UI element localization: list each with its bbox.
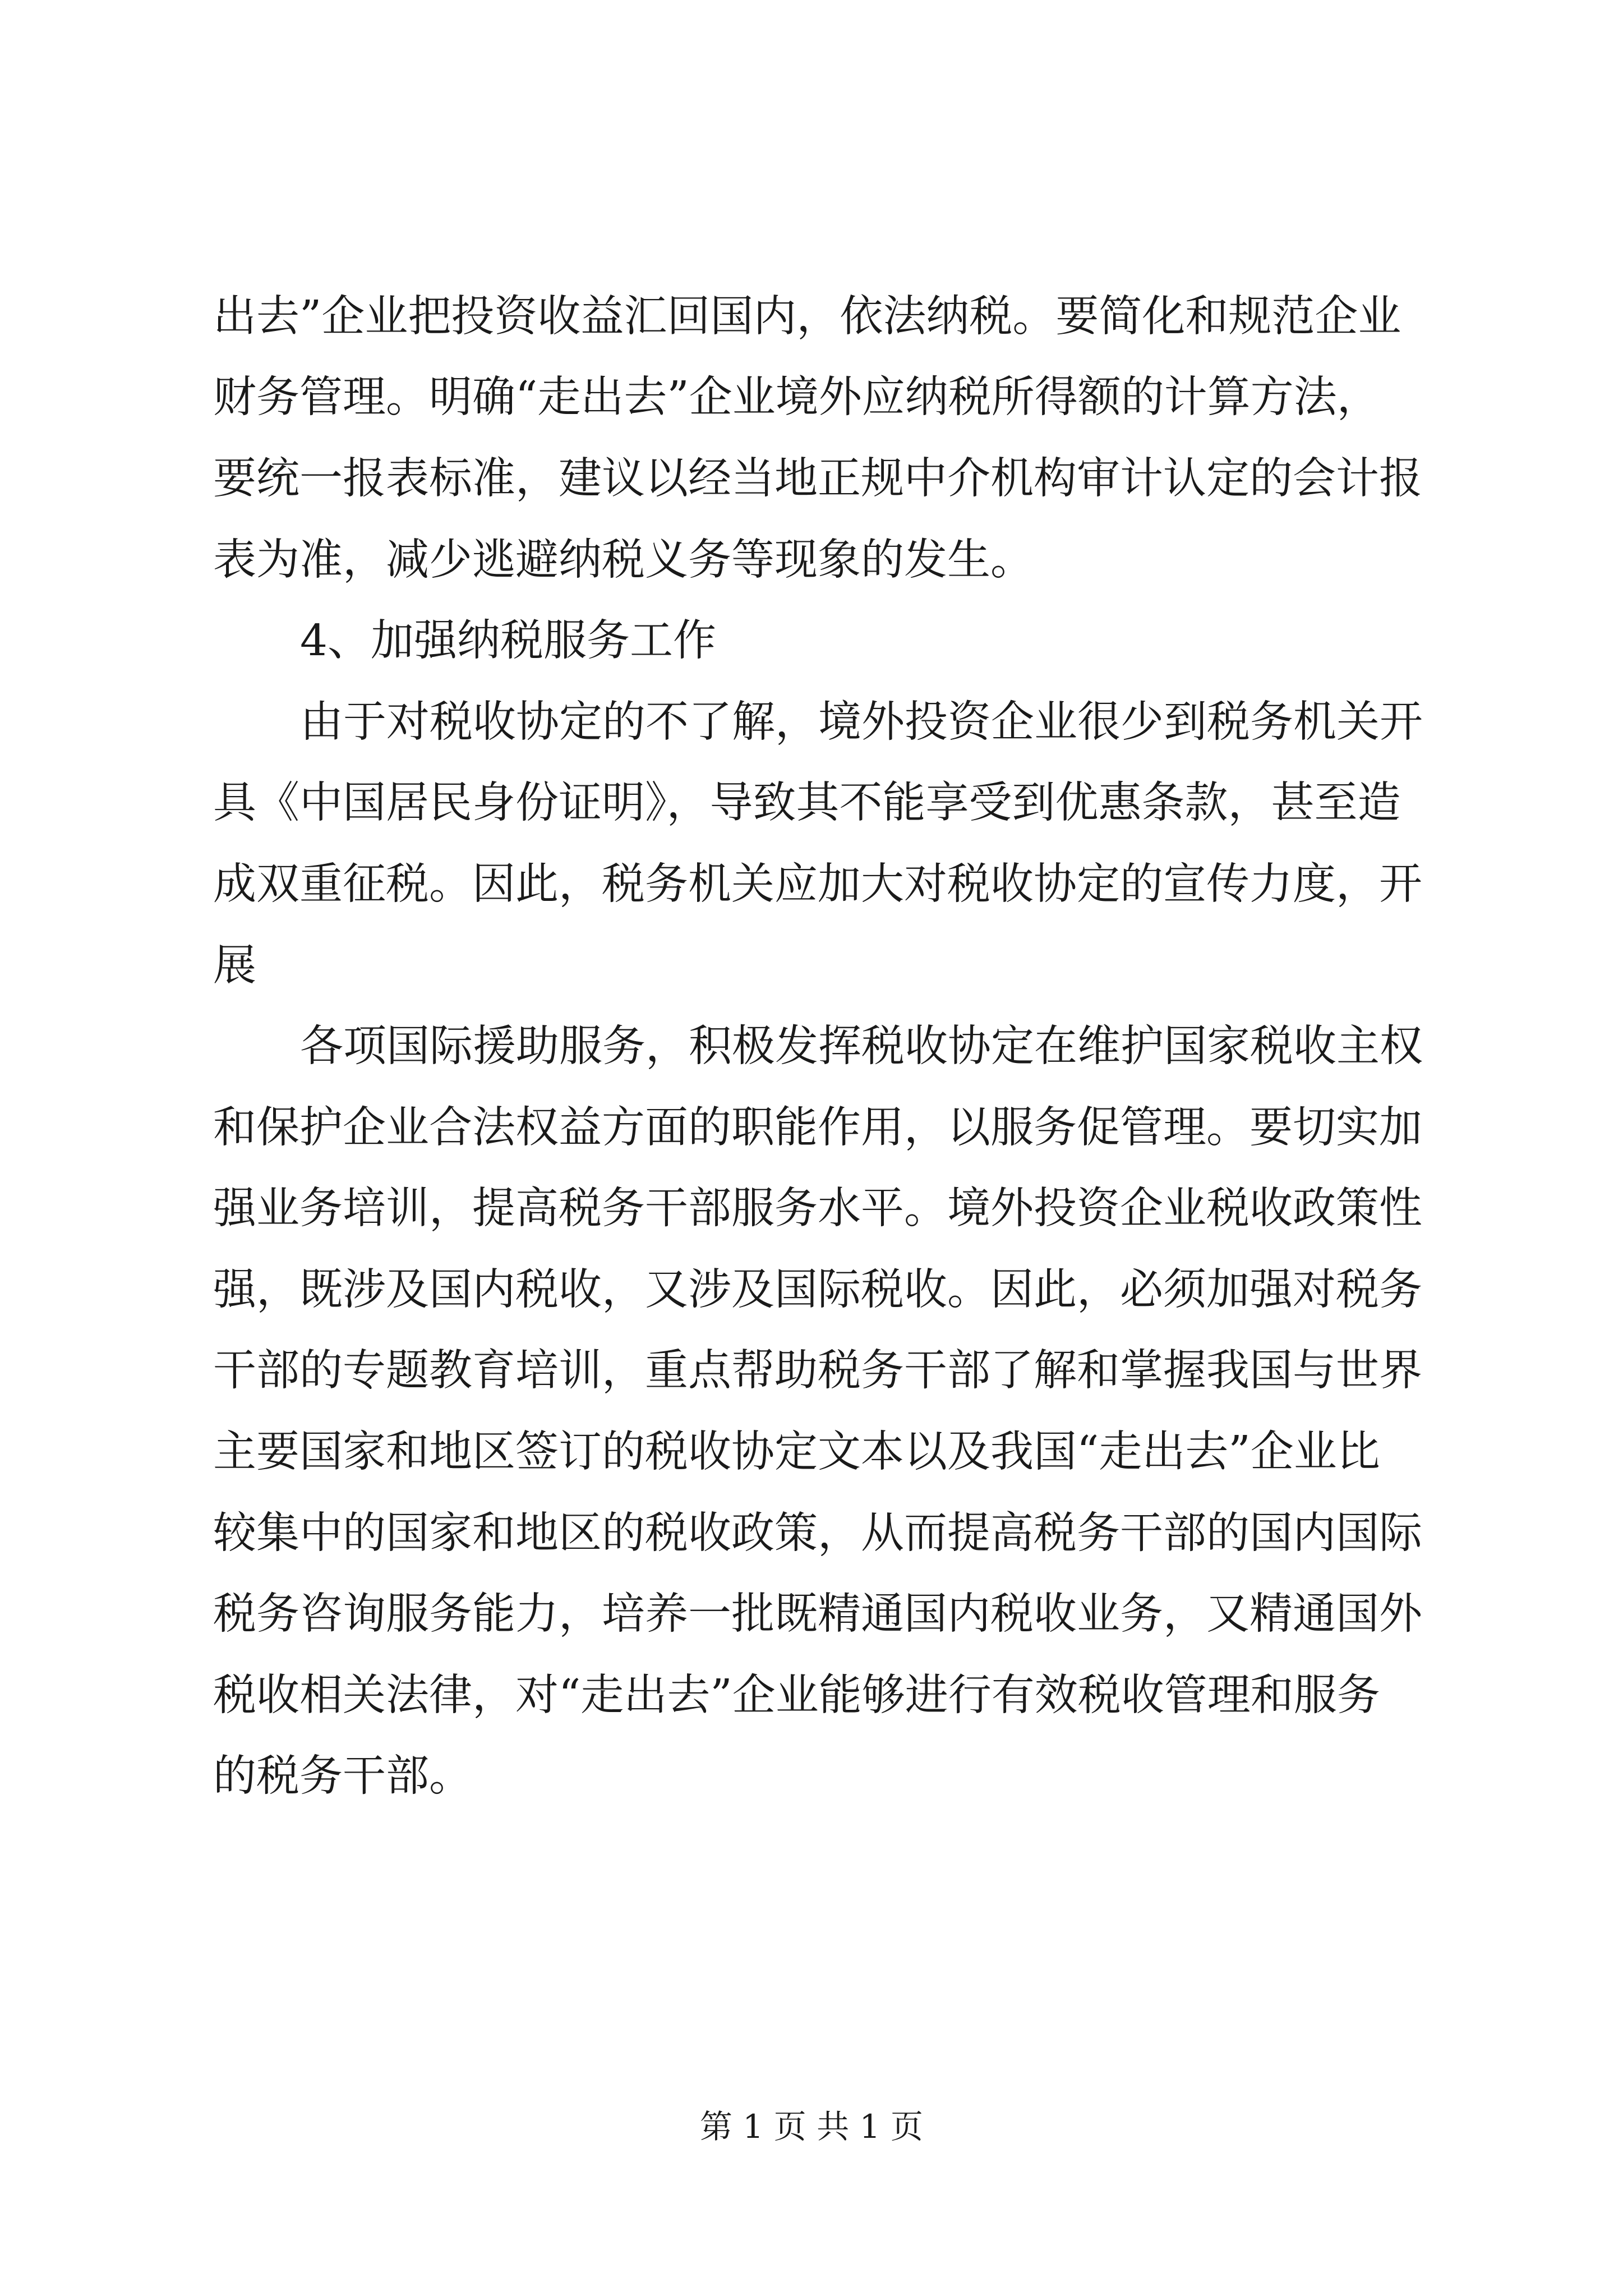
body-text-line: 具《中国居民身份证明》，导致其不能享受到优惠条款，甚至造 <box>213 778 1401 828</box>
body-text-line: 成双重征税。因此，税务机关应加大对税收协定的宣传力度，开 <box>213 859 1422 909</box>
body-text-line: 强业务培训，提高税务干部服务水平。境外投资企业税收政策性 <box>213 1184 1422 1234</box>
body-text-line: 各项国际援助服务，积极发挥税收协定在维护国家税收主权 <box>300 1022 1423 1071</box>
body-text-line: 主要国家和地区签订的税收协定文本以及我国“走出去”企业比 <box>213 1427 1380 1477</box>
section-heading: 4、加强纳税服务工作 <box>300 616 716 666</box>
body-text-line: 税务咨询服务能力，培养一批既精通国内税收业务，又精通国外 <box>213 1589 1422 1639</box>
body-text-line: 出去”企业把投资收益汇回国内，依法纳税。要简化和规范企业 <box>213 292 1401 342</box>
body-text-line: 较集中的国家和地区的税收政策，从而提高税务干部的国内国际 <box>213 1508 1422 1558</box>
body-text-line: 展 <box>213 941 256 991</box>
body-text-line: 的税务干部。 <box>213 1751 472 1801</box>
body-text-line: 财务管理。明确“走出去”企业境外应纳税所得额的计算方法， <box>213 372 1380 422</box>
body-text-line: 税收相关法律，对“走出去”企业能够进行有效税收管理和服务 <box>213 1671 1380 1720</box>
page-number-footer: 第 1 页 共 1 页 <box>700 2108 923 2146</box>
body-text-line: 由于对税收协定的不了解，境外投资企业很少到税务机关开 <box>300 697 1423 747</box>
body-text-line: 强，既涉及国内税收，又涉及国际税收。因此，必须加强对税务 <box>213 1265 1422 1315</box>
body-text-line: 干部的专题教育培训，重点帮助税务干部了解和掌握我国与世界 <box>213 1346 1422 1396</box>
body-text-line: 要统一报表标准，建议以经当地正规中介机构审计认定的会计报 <box>213 454 1422 504</box>
body-text-line: 和保护企业合法权益方面的职能作用，以服务促管理。要切实加 <box>213 1103 1422 1153</box>
body-text-line: 表为准，减少逃避纳税义务等现象的发生。 <box>213 535 1034 585</box>
